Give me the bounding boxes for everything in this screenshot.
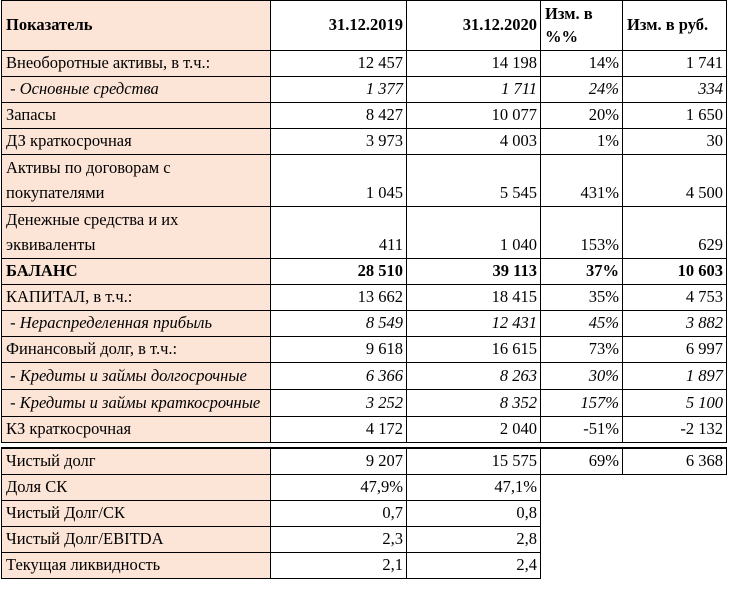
value-2020: 8 352	[407, 390, 541, 417]
change-pct: 157%	[541, 390, 623, 417]
value-2019: 411	[271, 207, 407, 259]
header-2019: 31.12.2019	[271, 1, 407, 51]
value-2020: 39 113	[407, 259, 541, 285]
table-row	[2, 285, 727, 311]
change-pct: 14%	[541, 51, 623, 77]
change-pct: 20%	[541, 103, 623, 129]
table-row	[2, 417, 727, 443]
value-2020: 8 263	[407, 363, 541, 390]
row-label: Внеоборотные активы, в т.ч.:	[2, 51, 271, 77]
value-2019: 8 549	[271, 311, 407, 337]
row-label: КАПИТАЛ, в т.ч.:	[2, 285, 271, 311]
row-label: - Нераспределенная прибыль	[2, 311, 271, 337]
row-label: Запасы	[2, 103, 271, 129]
value-2019: 0,7	[271, 501, 407, 527]
change-pct: 24%	[541, 77, 623, 103]
change-pct: 45%	[541, 311, 623, 337]
value-2019: 3 252	[271, 390, 407, 417]
row-label: БАЛАНС	[2, 259, 271, 285]
change-rub: 6 368	[623, 448, 727, 475]
row-label: Доля СК	[2, 475, 271, 501]
row-label: - Основные средства	[2, 77, 271, 103]
change-rub: 334	[623, 77, 727, 103]
table-row	[2, 501, 727, 527]
value-2020: 12 431	[407, 311, 541, 337]
value-2019: 4 172	[271, 417, 407, 443]
value-2019: 13 662	[271, 285, 407, 311]
header-change-rub: Изм. в руб.	[623, 1, 727, 51]
row-label: Текущая ликвидность	[2, 553, 271, 579]
row-label: Финансовый долг, в т.ч.:	[2, 337, 271, 363]
change-pct: 431%	[541, 155, 623, 207]
table-row	[2, 311, 727, 337]
change-rub: 629	[623, 207, 727, 259]
change-pct: 37%	[541, 259, 623, 285]
value-2019: 1 377	[271, 77, 407, 103]
change-rub: 1 650	[623, 103, 727, 129]
row-label: Чистый долг	[2, 448, 271, 475]
change-pct: 73%	[541, 337, 623, 363]
change-rub: 4 500	[623, 155, 727, 207]
value-2019: 12 457	[271, 51, 407, 77]
change-pct: 69%	[541, 448, 623, 475]
header-2020: 31.12.2020	[407, 1, 541, 51]
change-rub: 10 603	[623, 259, 727, 285]
table-row	[2, 337, 727, 363]
change-pct: 1%	[541, 129, 623, 155]
value-2019: 9 618	[271, 337, 407, 363]
table-row	[2, 51, 727, 77]
table-row	[2, 363, 727, 390]
value-2020: 1 040	[407, 207, 541, 259]
change-rub: 30	[623, 129, 727, 155]
change-pct: 30%	[541, 363, 623, 390]
table-row	[2, 207, 727, 259]
table-row	[2, 390, 727, 417]
row-label: Чистый Долг/СК	[2, 501, 271, 527]
value-2020: 16 615	[407, 337, 541, 363]
change-rub: 4 753	[623, 285, 727, 311]
table-row	[2, 155, 727, 207]
value-2020: 2,4	[407, 553, 541, 579]
table-row	[2, 527, 727, 553]
row-label: Активы по договорам с покупателями	[2, 155, 271, 207]
header-change-pct: Изм. в %%	[541, 1, 623, 51]
value-2019: 2,1	[271, 553, 407, 579]
value-2020: 18 415	[407, 285, 541, 311]
value-2020: 10 077	[407, 103, 541, 129]
change-rub: 3 882	[623, 311, 727, 337]
table-row	[2, 448, 727, 475]
value-2020: 5 545	[407, 155, 541, 207]
row-label: - Кредиты и займы долгосрочные	[2, 363, 271, 390]
value-2019: 28 510	[271, 259, 407, 285]
table-row	[2, 103, 727, 129]
row-label: Денежные средства и их эквиваленты	[2, 207, 271, 259]
change-rub: 6 997	[623, 337, 727, 363]
change-rub: 1 741	[623, 51, 727, 77]
value-2019: 8 427	[271, 103, 407, 129]
row-label: КЗ краткосрочная	[2, 417, 271, 443]
value-2020: 47,1%	[407, 475, 541, 501]
row-label: ДЗ краткосрочная	[2, 129, 271, 155]
table-row	[2, 553, 727, 579]
value-2020: 2,8	[407, 527, 541, 553]
change-rub: 1 897	[623, 363, 727, 390]
value-2020: 1 711	[407, 77, 541, 103]
value-2020: 2 040	[407, 417, 541, 443]
value-2020: 15 575	[407, 448, 541, 475]
row-label: Чистый Долг/EBITDA	[2, 527, 271, 553]
header-row	[2, 1, 727, 51]
balance-table	[1, 0, 727, 579]
value-2019: 3 973	[271, 129, 407, 155]
change-rub: -2 132	[623, 417, 727, 443]
change-pct: 153%	[541, 207, 623, 259]
value-2020: 4 003	[407, 129, 541, 155]
row-label: - Кредиты и займы краткосрочные	[2, 390, 271, 417]
value-2020: 14 198	[407, 51, 541, 77]
value-2019: 1 045	[271, 155, 407, 207]
table-row	[2, 259, 727, 285]
change-pct: 35%	[541, 285, 623, 311]
header-indicator: Показатель	[2, 1, 271, 51]
change-rub: 5 100	[623, 390, 727, 417]
table-row	[2, 475, 727, 501]
table-row	[2, 129, 727, 155]
value-2019: 6 366	[271, 363, 407, 390]
change-pct: -51%	[541, 417, 623, 443]
value-2019: 47,9%	[271, 475, 407, 501]
table-row	[2, 77, 727, 103]
value-2020: 0,8	[407, 501, 541, 527]
value-2019: 2,3	[271, 527, 407, 553]
value-2019: 9 207	[271, 448, 407, 475]
